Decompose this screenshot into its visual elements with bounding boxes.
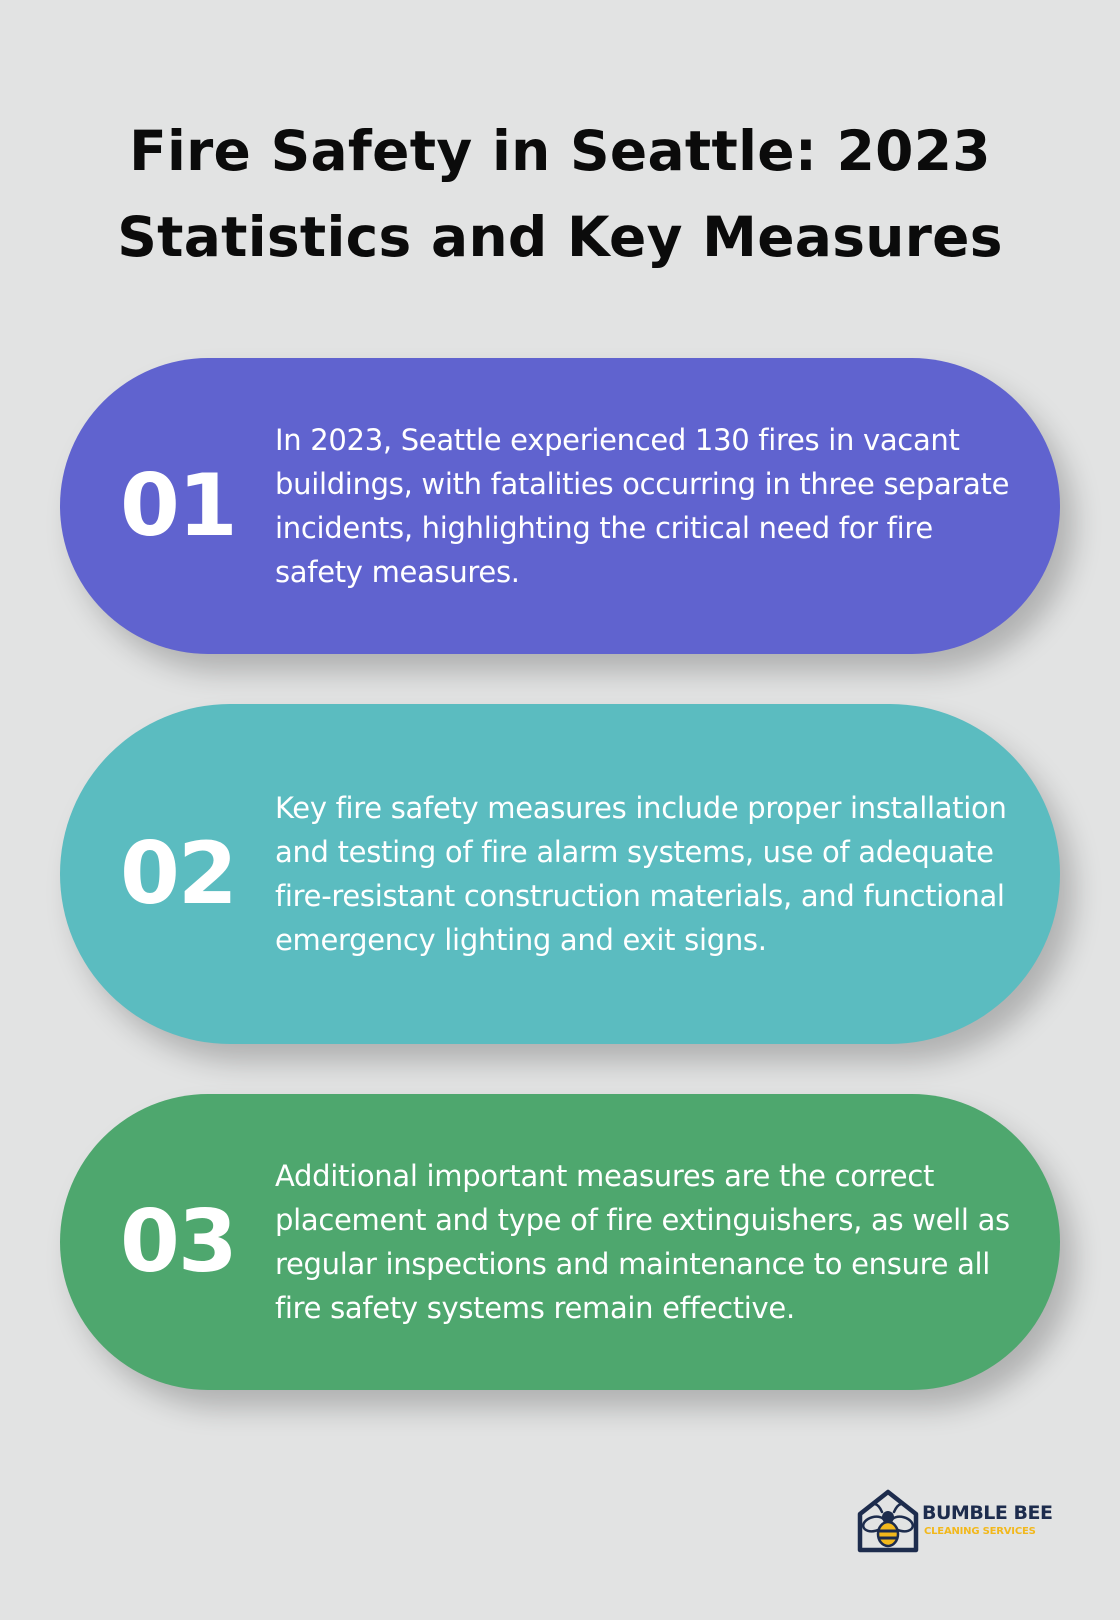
card-text: Key fire safety measures include proper installation and testing of fire alarm systems, use of adequate fire-resistant construction materials, and functional emergency lighting and exit signs.	[275, 791, 1007, 957]
logo-name: BUMBLE BEE	[922, 1502, 1053, 1524]
stat-card-2	[60, 704, 1060, 1044]
card-number: 02	[120, 824, 236, 924]
card-number: 03	[120, 1192, 236, 1292]
card-text: Additional important measures are the correct placement and type of fire extinguishers, as well as regular inspections and maintenance to ensure all fire safety systems remain effective.	[275, 1159, 1010, 1325]
stat-card-1	[60, 358, 1060, 654]
card-text: In 2023, Seattle experienced 130 fires in vacant buildings, with fatalities occurring in three separate incidents, highlighting the critical need for fire safety measures.	[275, 423, 1010, 589]
bee-house-icon	[852, 1486, 924, 1556]
card-number: 01	[120, 456, 236, 556]
brand-logo	[852, 1486, 1072, 1556]
page-title: Fire Safety in Seattle: 2023 Statistics and Key Measures	[117, 119, 1003, 269]
stat-card-3	[60, 1094, 1060, 1390]
logo-tagline: CLEANING SERVICES	[924, 1526, 1036, 1537]
